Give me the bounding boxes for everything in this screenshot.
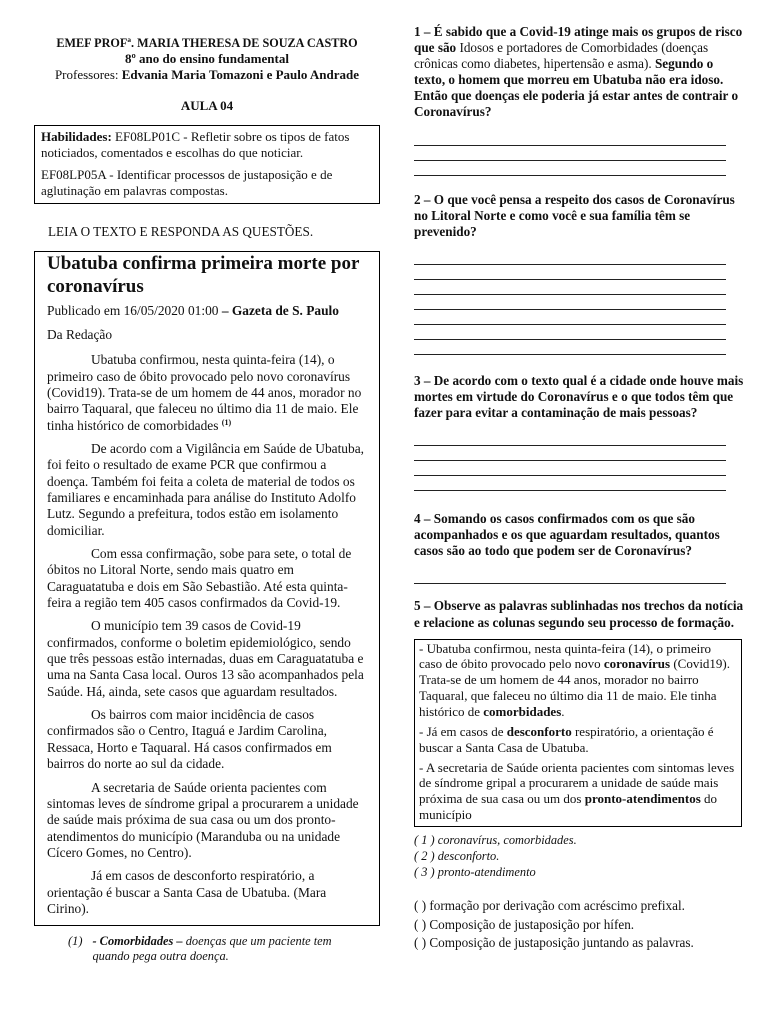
article-title: Ubatuba confirma primeira morte por coronavírus — [47, 252, 360, 297]
answer-line[interactable] — [414, 340, 726, 355]
article-publication — [47, 303, 369, 319]
answer-line[interactable] — [414, 146, 726, 161]
excerpt-3 — [419, 760, 735, 823]
answer-lines-1 — [414, 131, 744, 176]
answer-line[interactable] — [414, 446, 726, 461]
word-comorbidades: comorbidades — [483, 704, 562, 720]
news-article — [34, 251, 380, 926]
publish-date: Publicado em 16/05/2020 01:00 — [47, 302, 219, 318]
teachers-label: Professores: — [54, 66, 119, 82]
skills-box — [34, 125, 380, 203]
excerpt-1-text-b: (Covid19). Trata-se de um homem de 44 anos, morador no bairro Taquaral, que faleceu no último dia 11 de maio. Ele tinha histórico de — [419, 656, 731, 720]
skill-2: EF08LP05A - Identificar processos de justaposição e de aglutinação em palavras compostas. — [41, 167, 333, 199]
excerpt-3-text-a: - A secretaria de Saúde orienta pacientes com sintomas leves de síndrome gripal a procurarem a unidade de saúde mais próxima de sua casa ou um dos — [419, 759, 735, 807]
excerpt-2-text-b: respiratório, a orientação é buscar a Santa Casa de Ubatuba. — [419, 723, 714, 755]
answer-line[interactable] — [414, 295, 726, 310]
paragraph-1-text: Ubatuba confirmou, nesta quinta-feira (14), o primeiro caso de óbito provocado pelo novo coronavírus (Covid19). Trata-se de um homem de 44 anos, morador no bairro Taquaral, que faleceu no último dia 11 de maio. Ele tinha histórico de comorbidades — [47, 352, 362, 433]
answer-line[interactable] — [414, 431, 726, 446]
option-3: ( 3 ) pronto-atendimento — [414, 865, 536, 880]
question-1-highlight: Idosos e portadores de Comorbidades (doenças crônicas como diabetes, hipertensão e asma). — [414, 40, 709, 72]
match-item-2[interactable]: ( ) Composição de justaposição por hífen. — [414, 916, 635, 932]
excerpt-1-text-a: - Ubatuba confirmou, nesta quinta-feira (14), o primeiro caso de óbito provocado pelo novo — [419, 640, 712, 672]
match-item-3[interactable]: ( ) Composição de justaposição juntando as palavras. — [414, 934, 694, 950]
teachers-names: Edvania Maria Tomazoni e Paulo Andrade — [121, 66, 360, 82]
answer-line[interactable] — [414, 280, 726, 295]
answer-line[interactable] — [414, 325, 726, 340]
right-column — [414, 24, 744, 951]
document-header — [34, 36, 380, 83]
excerpts-box — [414, 639, 742, 827]
question-1 — [414, 24, 744, 121]
question-4: 4 – Somando os casos confirmados com os que são acompanhados e os que aguardam resultados, quantos casos são ao todo que podem ser de Coronavírus? — [414, 511, 720, 559]
answer-line[interactable] — [414, 265, 726, 280]
article-paragraph-1 — [47, 352, 369, 434]
match-item-1[interactable]: ( ) formação por derivação com acréscimo prefixal. — [414, 898, 685, 914]
reading-instruction: LEIA O TEXTO E RESPONDA AS QUESTÕES. — [48, 223, 314, 239]
word-desconforto: desconforto — [506, 723, 572, 739]
question-2: 2 – O que você pensa a respeito dos casos de Coronavírus no Litoral Norte e como você e sua família têm se prevenido? — [414, 191, 735, 239]
article-paragraph-4: O município tem 39 casos de Covid-19 confirmados, conforme o boletim epidemiológico, sendo que três pessoas estão internadas, duas em Caraguatatuba e uma na Santa Casa local. Ouros 13 são acompanhados pela Saúde. Há, ainda, sete casos que aguardam resultados. — [47, 618, 364, 699]
footnote-term: - Comorbidades – — [92, 934, 183, 949]
answer-line[interactable] — [414, 250, 726, 265]
excerpt-1 — [419, 641, 735, 720]
article-byline: Da Redação — [47, 326, 113, 342]
answer-lines-2 — [414, 250, 744, 355]
footnote-definition: doenças que um paciente tem quando pega outra doença. — [92, 934, 332, 964]
skill-1-text: EF08LP01C - Refletir sobre os tipos de fatos noticiados, comentados e escolhas do que noticiar. — [41, 129, 350, 161]
article-paragraph-5: Os bairros com maior incidência de casos confirmados são o Centro, Itaguá e Jardim Carolina, Ressaca, Horto e Taquaral. Há casos confirmados em bairros do norte ao sul da cidade. — [47, 707, 332, 772]
answer-line[interactable] — [414, 131, 726, 146]
footnote — [68, 934, 380, 964]
article-paragraph-3: Com essa confirmação, sobe para sete, o total de óbitos no Litoral Norte, sendo mais quatro em Caraguatatuba e dois em São Sebastião. Até esta quinta-feira a região tem 405 casos confirmados da Covid-19. — [47, 546, 352, 611]
footnote-number: (1) — [68, 934, 83, 949]
skill-1 — [41, 129, 371, 161]
excerpt-1-text-c: . — [561, 704, 565, 720]
school-name: EMEF PROFª. MARIA THERESA DE SOUZA CASTRO — [56, 36, 358, 50]
excerpt-3-text-b: do município — [419, 791, 718, 823]
answer-line[interactable] — [414, 310, 726, 325]
answer-line[interactable] — [414, 461, 726, 476]
article-paragraph-2: De acordo com a Vigilância em Saúde de Ubatuba, foi feito o resultado de exame PCR que confirmou a doença. Também foi feita a coleta de material de todos os familiares e encaminhada para análise do Instituto Adolfo Lutz. Segundo a prefeitura, todos estão em isolamento domiciliar. — [47, 440, 364, 538]
options-list — [414, 833, 744, 880]
footnote-marker: (1) — [221, 417, 232, 427]
excerpt-2 — [419, 724, 735, 756]
lesson-title: AULA 04 — [180, 97, 234, 113]
excerpt-2-text-a: - Já em casos de — [419, 723, 507, 739]
option-2: ( 2 ) desconforto. — [414, 849, 500, 864]
skills-label: Habilidades: — [41, 129, 112, 145]
article-paragraph-7: Já em casos de desconforto respiratório, a orientação é buscar a Santa Casa de Ubatuba. (Mara Cirino). — [47, 868, 327, 916]
answer-lines-4 — [414, 569, 744, 584]
left-column — [34, 36, 380, 965]
article-paragraph-6: A secretaria de Saúde orienta pacientes com sintomas leves de síndrome gripal a procurarem a unidade de saúde mais próxima de sua casa ou um dos pronto-atendimentos do município (Maranduba ou na unidade Cícero Gomes, no Centro). — [47, 779, 359, 860]
footnote-text — [92, 934, 364, 964]
question-5: 5 – Observe as palavras sublinhadas nos trechos da notícia e relacione as colunas segundo seu processo de formação. — [414, 598, 744, 630]
answer-line[interactable] — [414, 569, 726, 584]
word-pronto-atendimentos: pronto-atendimentos — [584, 791, 701, 807]
question-3: 3 – De acordo com o texto qual é a cidade onde houve mais mortes em virtude do Coronavírus e o que todos têm que fazer para evitar a contaminação de mais pessoas? — [414, 372, 744, 421]
word-coronavirus: coronavírus — [603, 656, 671, 672]
answer-line[interactable] — [414, 161, 726, 176]
answer-line[interactable] — [414, 476, 726, 491]
grade-level: 8º ano do ensino fundamental — [125, 50, 289, 66]
question-1-text-a: 1 – É sabido que a Covid-19 atinge mais os grupos de risco que são — [414, 24, 743, 56]
matching-list — [414, 898, 744, 950]
article-source: – Gazeta de S. Paulo — [218, 302, 339, 318]
answer-lines-3 — [414, 431, 744, 491]
option-1: ( 1 ) coronavírus, comorbidades. — [414, 833, 577, 848]
question-1-text-b: Segundo o texto, o homem que morreu em Ubatuba não era idoso. Então que doenças ele poderia já estar antes de contrair o Coronavírus? — [414, 56, 739, 120]
teachers-line — [34, 67, 380, 83]
